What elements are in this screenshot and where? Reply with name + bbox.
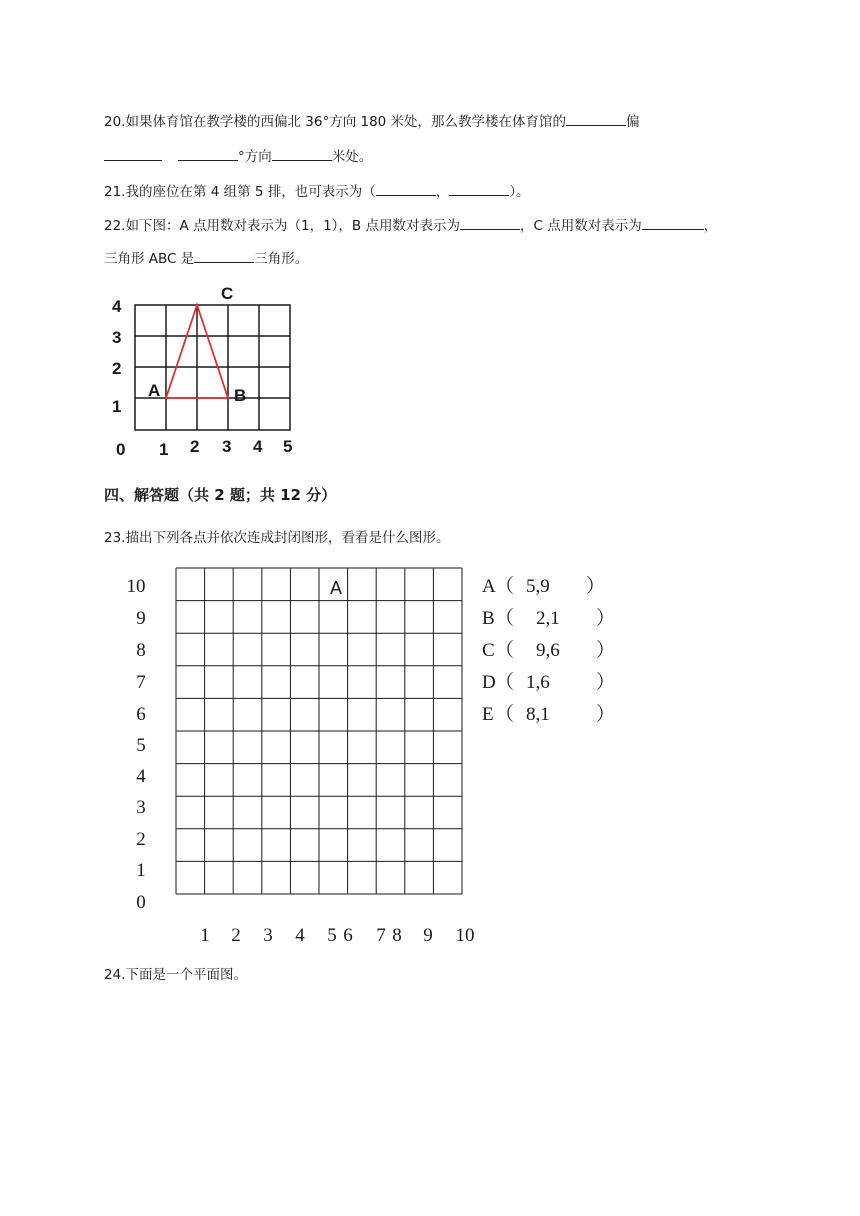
y-label-1: 1: [112, 397, 122, 416]
question-22-line-2: [104, 247, 308, 267]
grid-1-lines: [135, 305, 290, 430]
y-label-3: 3: [112, 328, 122, 347]
grid-cell-label-a: A: [330, 578, 343, 598]
coord-name: E: [482, 704, 494, 725]
point-b-label: B: [234, 386, 247, 405]
coord-close: ）: [586, 576, 606, 597]
q22-blank-3[interactable]: [194, 248, 254, 263]
y-label-4: 4: [136, 766, 146, 787]
coord-value: 5,9: [526, 576, 550, 597]
q22-text: 22.如下图：A 点用数对表示为（1，1），B 点用数对表示为: [104, 218, 460, 234]
q21-text: 21.我的座位在第 4 组第 5 排，也可表示为（: [104, 184, 376, 200]
q22-text-3: ，: [703, 218, 718, 234]
x-label-9: 9: [423, 925, 433, 946]
coord-close: ）: [596, 640, 616, 661]
q21-text-3: ）。: [509, 184, 530, 200]
q20-text-4: 米处。: [331, 149, 373, 165]
q22-text-2: ，C 点用数对表示为: [519, 218, 642, 234]
question-20-line-1: [104, 110, 640, 130]
q22-text-5: 三角形。: [254, 251, 309, 267]
x-label-2: 2: [190, 437, 200, 456]
coord-close: ）: [596, 608, 616, 629]
q20-text-3: °方向: [238, 149, 272, 165]
y-label-10: 10: [126, 576, 146, 597]
y-label-6: 6: [136, 704, 146, 725]
coord-open: （: [495, 640, 515, 661]
x-label-3: 3: [263, 925, 273, 946]
q21-blank-1[interactable]: [376, 181, 436, 196]
coord-row-e: [482, 703, 615, 725]
q22-blank-1[interactable]: [460, 215, 520, 230]
q20-text: 20.如果体育馆在教学楼的西偏北 36°方向 180 米处，那么教学楼在体育馆的: [104, 114, 567, 130]
coord-name: D: [482, 672, 496, 693]
q21-blank-2[interactable]: [449, 181, 509, 196]
x-label-5: 5: [283, 437, 293, 456]
y-label-9: 9: [136, 608, 146, 629]
x-label-10: 10: [455, 925, 475, 946]
q20-text-2: 偏: [626, 114, 640, 130]
x-label-6: 6: [343, 925, 353, 946]
coord-row-d: [482, 671, 615, 693]
coord-open: （: [495, 704, 515, 725]
coord-value: 1,6: [526, 672, 550, 693]
q22-blank-2[interactable]: [642, 215, 704, 230]
coordinate-list: [482, 575, 615, 725]
question-23: 23.描出下列各点并依次连成封闭图形，看看是什么图形。: [104, 530, 450, 546]
coord-open: （: [495, 672, 515, 693]
x-label-1: 1: [200, 925, 210, 946]
q20-blank-2[interactable]: [104, 146, 162, 161]
coord-value: 9,6: [536, 640, 560, 661]
question-20-line-2: [104, 145, 372, 165]
x-label-3: 3: [222, 437, 232, 456]
point-c-label: C: [221, 284, 234, 303]
y-label-8: 8: [136, 640, 146, 661]
x-label-5: 5: [327, 925, 337, 946]
q21-text-2: ，: [435, 184, 450, 200]
y-label-7: 7: [136, 672, 146, 693]
y-label-1: 1: [136, 860, 146, 881]
x-label-4: 4: [295, 925, 305, 946]
y-label-5: 5: [136, 735, 146, 756]
x-label-7: 7: [376, 925, 386, 946]
coord-close: ）: [596, 672, 616, 693]
section-title: 四、解答题（共 2 题；共 12 分）: [104, 486, 337, 504]
y-label-2: 2: [136, 829, 146, 850]
coord-value: 8,1: [526, 704, 550, 725]
point-a-label: A: [148, 381, 161, 400]
triangle-grid-figure: [104, 282, 304, 462]
coord-value: 2,1: [536, 608, 560, 629]
coord-open: （: [495, 576, 515, 597]
x-label-4: 4: [253, 437, 263, 456]
y-label-2: 2: [112, 359, 122, 378]
coord-row-b: [482, 607, 615, 629]
y-label-4: 4: [112, 297, 122, 316]
x-label-8: 8: [392, 925, 402, 946]
coord-name: A: [482, 576, 496, 597]
y-label-3: 3: [136, 797, 146, 818]
q20-blank-3[interactable]: [178, 146, 238, 161]
x-label-2: 2: [231, 925, 241, 946]
coord-name: C: [482, 640, 495, 661]
coord-name: B: [482, 608, 495, 629]
x-label-1: 1: [159, 440, 169, 459]
coord-row-c: [482, 639, 615, 661]
q22-text-4: 三角形 ABC 是: [104, 251, 195, 267]
coord-open: （: [495, 608, 515, 629]
grid-2-lines: [176, 568, 462, 894]
question-24: 24.下面是一个平面图。: [104, 967, 247, 983]
y-label-0: 0: [136, 892, 146, 913]
question-21: [104, 180, 530, 200]
question-22-line-1: [104, 214, 717, 234]
q20-blank-1[interactable]: [566, 111, 626, 126]
x-label-0: 0: [116, 440, 126, 459]
coordinate-grid-figure: [118, 560, 618, 950]
q20-blank-4[interactable]: [272, 146, 332, 161]
coord-close: ）: [596, 704, 616, 725]
coord-row-a: [482, 575, 605, 597]
